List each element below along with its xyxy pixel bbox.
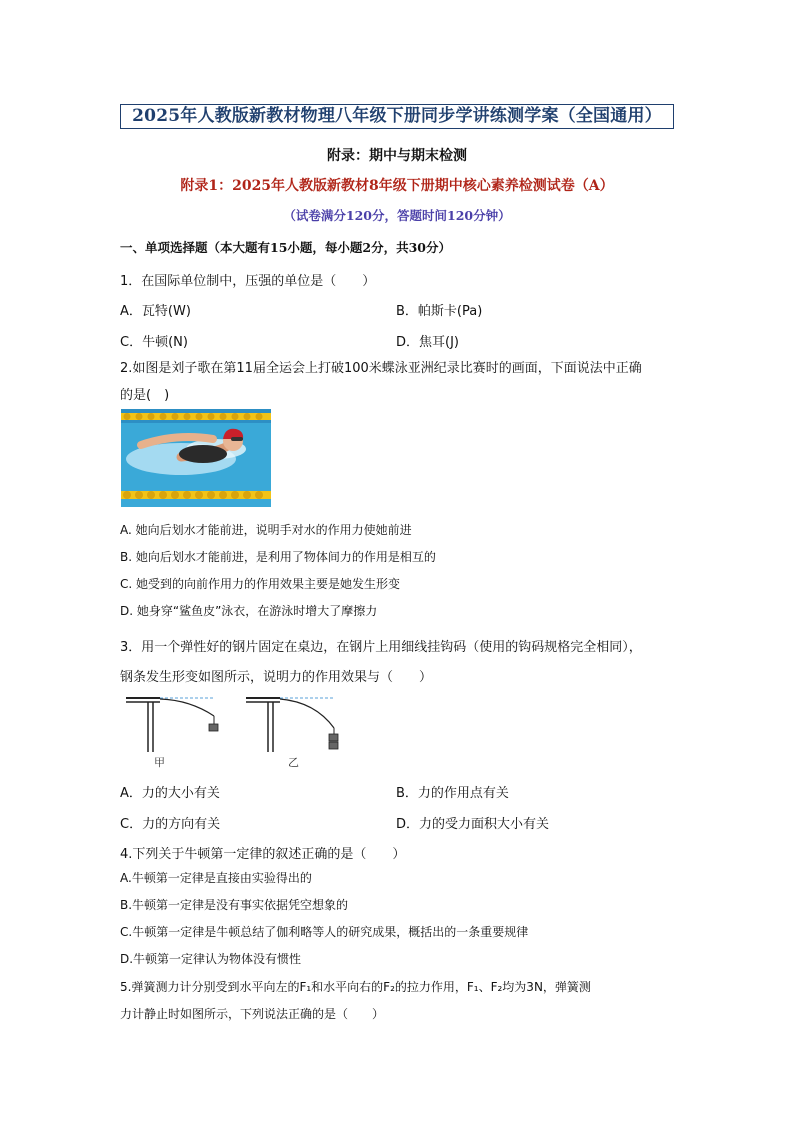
swimmer-illustration	[121, 409, 271, 507]
label-jia: 甲	[154, 756, 165, 768]
label-yi: 乙	[288, 756, 299, 768]
q3-stem-line2: 钢条发生形变如图所示，说明力的作用效果与（ ）	[120, 670, 433, 685]
q2-stem-line2: 的是( )	[120, 388, 170, 403]
q1-option-d: D．焦耳(J)	[396, 335, 459, 350]
q4-option-c: C.牛顿第一定律是牛顿总结了伽利略等人的研究成果，概括出的一条重要规律	[120, 925, 529, 939]
q3-option-c: C．力的方向有关	[120, 817, 221, 832]
q3-stem-line1: 3．用一个弹性好的钢片固定在桌边，在钢片上用细线挂钩码（使用的钩码规格完全相同），	[120, 640, 642, 655]
q3-option-a: A．力的大小有关	[120, 786, 220, 801]
q2-option-d: D. 她身穿“鲨鱼皮”泳衣，在游泳时增大了摩擦力	[120, 604, 378, 618]
figure-jia	[126, 698, 218, 768]
q4-option-b: B.牛顿第一定律是没有事实依据凭空想象的	[120, 898, 349, 912]
q1-option-b: B．帕斯卡(Pa)	[396, 304, 483, 319]
q5-stem-line2: 力计静止时如图所示，下列说法正确的是（ ）	[120, 1007, 385, 1021]
q3-option-d: D．力的受力面积大小有关	[396, 817, 550, 832]
exam-info: （试卷满分120分，答题时间120分钟）	[283, 208, 511, 223]
q4-stem: 4.下列关于牛顿第一定律的叙述正确的是（ ）	[120, 847, 406, 862]
q2-option-a: A. 她向后划水才能前进，说明手对水的作用力使她前进	[120, 523, 412, 537]
swimmer-photo	[121, 409, 271, 507]
q5-stem-line1: 5.弹簧测力计分别受到水平向左的F₁和水平向右的F₂的拉力作用，F₁、F₂均为3N，弹簧测	[120, 980, 591, 994]
q4-option-a: A.牛顿第一定律是直接由实验得出的	[120, 871, 312, 885]
q3-option-b: B．力的作用点有关	[396, 786, 509, 801]
q2-stem-line1: 2.如图是刘子歌在第11届全运会上打破100米蝶泳亚洲纪录比赛时的画面，下面说法中正确	[120, 361, 642, 376]
figure-yi	[246, 698, 338, 768]
bent-strip-diagram	[120, 688, 360, 768]
q2-option-c: C. 她受到的向前作用力的作用效果主要是她发生形变	[120, 577, 401, 591]
q1-option-a: A．瓦特(W)	[120, 304, 191, 319]
paper-title: 附录1：2025年人教版新教材8年级下册期中核心素养检测试卷（A）	[180, 178, 614, 194]
appendix-heading: 附录：期中与期末检测	[327, 148, 467, 164]
q4-option-d: D.牛顿第一定律认为物体没有惯性	[120, 952, 302, 966]
q2-option-b: B. 她向后划水才能前进，是利用了物体间力的作用是相互的	[120, 550, 436, 564]
q1-option-c: C．牛顿(N)	[120, 335, 188, 350]
document-banner: 2025年人教版新教材物理八年级下册同步学讲练测学案（全国通用）	[120, 104, 674, 129]
q1-stem: 1．在国际单位制中，压强的单位是（ ）	[120, 274, 376, 289]
steel-strip-figure	[120, 688, 360, 768]
section-title: 一、单项选择题（本大题有15小题，每小题2分，共30分）	[120, 240, 451, 255]
